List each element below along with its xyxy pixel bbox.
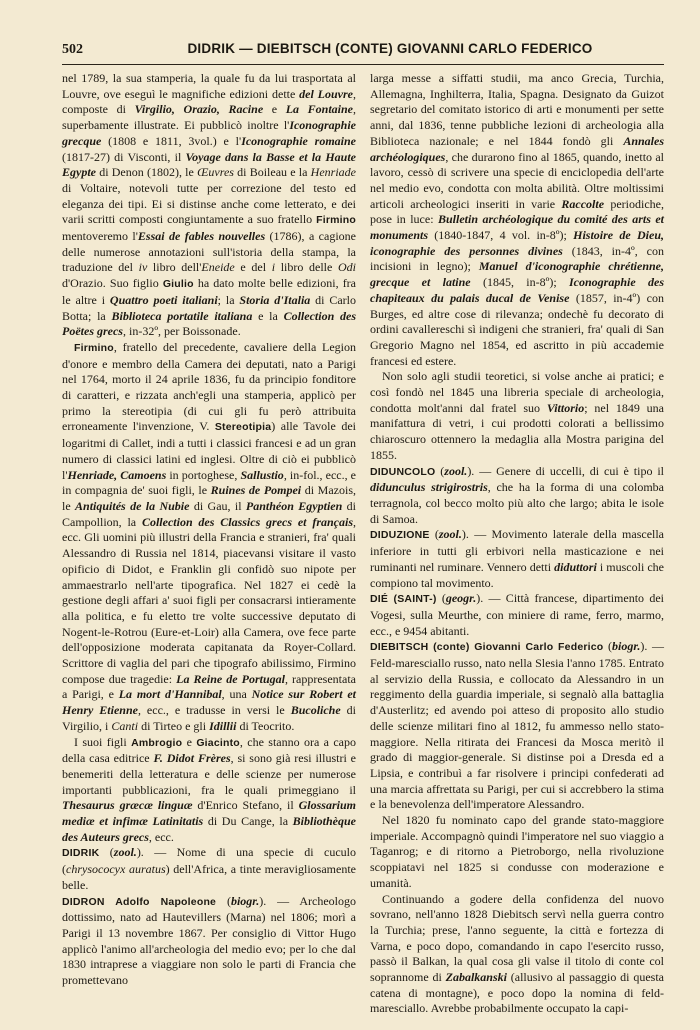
italic-text: i [271,260,276,275]
text-run: (1857, in-4º) con Burges, ed altre cose di rilevanza; ondechè fu decorato di ordini cavallereschi sì indigeni che stranieri, fra' quali di San Gregorio Magno nel 1854, ed ascritto in più accademie francesi ed estere. [370,290,665,368]
text-run: di Tirteo e gli [138,718,210,733]
title-text: Bulletin archéologique du comité des arts et monuments [370,212,664,243]
text-run: , in-32º, per Boissonade. [122,324,241,339]
title-text: Collection des Classics grecs et français [141,514,353,529]
paragraph [370,464,664,528]
text-run: (1843, in-4º, con incisioni in legno); [370,243,664,274]
headword: Firmino [316,214,356,227]
text-run: ha dato molte belle edizioni, fra le altre i [62,276,357,307]
headword: Giacinto [196,736,240,749]
text-run: di Gau, il [189,498,246,513]
text-run: di Carlo Botta; la [62,292,357,323]
page-number: 502 [62,42,83,57]
title-text: Annales archéologiques [370,133,664,164]
text-run: ( [216,893,231,908]
text-run: larga messe a siffatti studii, ma anco Grecia, Turchia, Allemagna, Inghilterra, Italia, Spagna. Designato da Guizot segretario del comitato istorico di arti e monumenti per sette anni, dal 1836, tenne pubbliche lezioni di archeologia alla Biblioteca nazionale; e nel 1844 fondò gli [370,71,664,148]
title-text: Iconographie des chapiteaux du palais ducal de Venise [370,275,664,305]
paragraph [370,813,664,892]
title-text: Virgilio, Orazio, Racine [134,102,264,117]
headword: Giulio [162,278,194,291]
headword: DIDUZIONE [370,529,430,542]
paragraph [370,591,664,639]
text-run: Continuando a godere della confidenza del nuovo sovrano, nell'anno 1828 Diebitsch servì nella guerra contro la Turchia; prese, l'anno seguente, la città e fortezza di Varna, e poco dopo, comandando in capo l'esercito russo, passò il Balkan, la qual cosa gli valse il titolo di conte col soprannome di [370,891,664,985]
paragraph [62,71,356,340]
title-text: zool. [438,527,462,542]
text-run: ) alle Tavole dei logaritmi di Callet, indi a tutti i classici francesi e ad un gran numero di classici latini ed inglesi. Oltre di ciò ei pubblicò l' [62,419,356,482]
paragraph [370,71,664,369]
text-run: ( [603,639,613,654]
text-run: ( [99,845,114,860]
title-text: diduttori [554,559,597,574]
headword: DIÉ (SAINT-) [370,593,437,606]
paragraph [370,369,664,463]
title-text: Thesaurus græcæ linguæ [62,798,193,813]
paragraph [62,845,356,893]
text-run: , in-fol., ecc., e in compagnia de' suoi figli, le [62,467,356,498]
paragraph [370,639,664,813]
title-text: Glossarium mediæ et infimæ Latinitatis [62,798,356,829]
title-text: Iconographie romaine [241,133,357,148]
text-run: ). — Feld-maresciallo russo, nato nella Slesia l'anno 1785. Entrato al servizio della Russia, e collocato da Alessandro in un reggimento della guardia imperiale, si segnalò alla battaglia d'Austerlitz; ed avendo poi atteso di proposito allo studio delle scienze militari fino al 1812, fu ammesso nello stato-maggiore. Nella ritirata dei Francesi da Mosca meritò il grado di maggior-generale. Si distinse poi a Dresda ed a Lipsia, e contribuì a far risolvere i principi confederati ad una marcia affrettata su Parigi, per cui si accrebbero la stima e la benevolenza dell'imperatore Alessandro. [370,639,664,812]
title-text: La Fontaine [285,102,354,117]
text-run: , che ha la forma di una colomba terragnola, col becco molto più alto che largo; abita le isole di Samoa. [370,480,664,526]
text-run: , ecc. Gli uomini più illustri della Francia e stranieri, fra' quali Alessandro di Russia nel 1814, piacevansi visitare il vasto opificio di Didot, e Franklin gli confidò suo nipote per ammaestrarlo nell'arte tipografica. Nel 1827 ei cedè la gestione degli affari a' suoi figli per consacrarsi intieramente alla politica, e fu eletto tre volte successive deputato di Nogent-le-Rotrou (Eure-et-Loir) alla Camera, ove fece parte dell'opposizione moderata capitanata da Royer-Collard. Scrittore di vaglia del pari che tipografo abilissimo, Firmino compose due tragedie: [62,514,356,686]
text-run: mentoveremo l' [62,229,138,244]
text-run: di Denon (1802), le [96,165,198,180]
paragraph [62,340,356,735]
text-run: libro delle [275,260,338,275]
text-run: e [182,734,197,749]
text-run: ). — Città francese, dipartimento dei Vogesi, sulla Meurthe, con miniere di rame, ferro, marmo, ecc., e 9454 abitanti. [370,591,665,638]
title-text: Notice sur Robert et Henry Etienne [62,687,356,718]
text-run: , superbamente illustrate. Ei pubblicò inoltre l' [62,102,357,133]
text-run: , che durarono fino al 1865, quando, inetto al lavoro, cessò di scrivere una specie di enciclopedia dell'arte nel medio evo, condotta con molta abilità. Oltre moltissimi articoli archeologici inseriti in varie [370,149,664,211]
text-run: , si sono già resi illustri e benemeriti della letteratura e delle scienze per numerose importanti pubblicazioni, fra le quali primeggiano il [62,751,356,797]
text-run: ; nel 1849 una manifattura di vetri, i cui prodotti colorati a bellissimo chiaroscuro ottennero la medaglia alla Mostra parigina del 1855. [370,400,664,462]
text-run: , rappresentata a Parigi, e [62,671,357,702]
text-run: nel 1789, la sua stamperia, la quale fu da lui trasportata al Louvre, ove eseguì le magnifiche edizioni dette [62,71,356,101]
text-run: , una [221,687,252,702]
text-run: d'Orazio. Suo figlio [62,276,163,291]
italic-text: Henriade [310,165,356,180]
right-column [370,71,664,1017]
text-run: e la [252,308,284,323]
text-run: di Voltaire, notevoli tutte per correzione del testo ed eleganza dei tipi. Ei si distinse anche come letterato, e dei varii scritti composti congiuntamente a suo fratello [62,180,356,227]
text-run: (1786), a cagione delle numerose annotazioni sull'istoria della stampa, la traduzione del [62,229,356,275]
text-run: ) dell'Africa, a tinte meravigliosamente belle. [62,862,356,892]
title-text: zool. [444,463,468,478]
text-run: , composte di [62,86,356,117]
title-text: Quattro poeti italiani [109,292,218,307]
title-text: Collection des Poëtes grecs [62,308,356,339]
text-run: e del [234,260,272,275]
title-text: La Reine de Portugal [176,671,285,686]
title-text: Essai de fables nouvelles [137,229,266,244]
text-run: di Campollion, la [62,498,356,529]
headword: Ambrogio [131,736,183,749]
text-run: libro dell' [147,260,202,275]
text-run: di Du Cange, la [203,814,293,829]
headword: Stereotipia [214,421,272,434]
text-run: ( [435,463,445,478]
running-head: DIDRIK — DIEBITSCH (CONTE) GIOVANNI CARLO FEDERICO [187,41,593,56]
text-run: i muscoli che compiono tal movimento. [370,559,665,590]
text-columns [62,71,664,1017]
title-text: Vittorio [546,400,585,415]
text-run: ( [429,527,439,542]
title-text: Idillii [209,718,237,733]
text-run: Nel 1820 fu nominato capo del grande stato-maggiore imperiale. Accompagnò quindi l'imperatore nel suo viaggio a Taganrog; e di ritorno a Pietroborgo, nella rivoluzione scoppiatavi nel 1825 si condusse con moderazione e umanità. [370,813,664,890]
title-text: Zabalkanski [445,970,507,985]
title-text: F. Didot Frères [153,751,231,766]
title-text: Raccolte [561,196,605,211]
text-run: ). — Nome di una specie di cuculo ( [62,845,356,877]
text-run: , ecc., e tradusse in versi le [137,703,291,718]
title-text: Antiquités de la Nubie [75,498,190,513]
title-text: zool. [113,845,137,860]
text-run: di Virgilio, i [62,703,356,733]
text-run: , che stanno ora a capo della casa editrice [62,734,356,766]
text-run: ; la [217,292,240,307]
title-text: Voyage dans la Basse et la Haute Egypte [62,149,356,180]
title-text: La mort d'Hannibal [118,687,222,702]
title-text: Bibliothèque des Auteurs grecs [62,814,356,844]
italic-text: iv [138,260,148,275]
paragraph [370,892,664,1018]
title-text: Histoire de Dieu, iconographie des personnes divines [370,228,665,258]
title-text: geogr. [445,591,477,606]
text-run: e [263,102,286,117]
text-run: , ecc. [148,829,174,844]
italic-text: Canti [111,718,139,733]
page-header [62,38,664,65]
text-run: ). — Genere di uccelli, di cui è tipo il [467,463,665,478]
headword: DIDUNCOLO [370,465,436,478]
left-column [62,71,356,1017]
title-text: Manuel d'iconographie chrétienne, grecque et latine [370,259,665,290]
text-run: d'Enrico Stefano, il [192,798,299,813]
title-text: biogr. [612,639,641,654]
headword: DIDRON Adolfo Napoleone [62,895,217,908]
title-text: Ruines de Pompei [210,483,302,498]
title-text: Iconographie grecque [62,118,356,148]
text-run: in portoghese, [166,467,241,482]
paragraph [62,735,356,846]
text-run: ). — Archeologo dottissimo, nato ad Hautevillers (Marna) nel 1806; morì a Parigi il 13 novembre 1867. Per consiglio di Vittor Hugo applicò l'animo all'archeologia del medio evo; per lo che dal 1830 intraprese a viaggiare non solo le parti di Francia che promettevano [62,893,356,988]
text-run: di Boileau e la [233,165,311,180]
text-run: Non solo agli studii teoretici, si volse anche ai pratici; e così fondò nel 1845 una libreria speciale di archeologia, condotta molt'anni dal fratel suo [370,369,664,415]
title-text: del Louvre [299,86,353,101]
text-run: (allusivo al passaggio di questa catena di montagne), e poco dopo la nomina di feld-maresciallo. Avrebbe probabilmente occupato la capi- [370,970,664,1016]
text-run: (1840-1847, 4 vol. in-8º); [428,228,574,243]
title-text: Panthéon Egyptien [245,498,343,513]
title-text: biogr. [230,893,260,908]
title-text: Bucoliche [290,703,341,718]
paragraph [62,894,356,989]
text-run: periodiche, pose in luce: [370,196,664,227]
headword: DIEBITSCH (conte) Giovanni Carlo Federico [370,641,604,654]
text-run: , fratello del precedente, cavaliere della Legion d'onore e membro della Camera dei deputati, nato a Parigi nel 1764, morto il 24 aprile 1836, fu da principio fonditore di caratteri, e rizzata anch'egli una stamperia, applicò per primo la stereotipia (di cui gli fu però attribuita erroneamente l'invenzione, V. [62,339,356,434]
italic-text: chrysococyx auratus [66,862,166,877]
italic-text: Eneide [201,260,235,275]
headword: DIDRIK [62,847,100,860]
text-run: di Teocrito. [236,718,295,733]
text-run: ( [436,591,446,606]
title-text: Henriade, Camoens [67,467,167,482]
text-run: (1808 e 1811, 3vol.) e l' [101,133,242,148]
title-text: Biblioteca portatile italiana [111,308,253,323]
text-run: di Mazois, le [62,483,356,513]
title-text: Storia d'Italia [239,292,311,307]
text-run: ). — Movimento laterale della mascella inferiore in tutti gli erbivori nella masticazione e nei ruminanti nel ruminare. Vennero detti [370,527,665,574]
title-text: Sallustio [240,467,284,482]
text-run: (1845, in-8º); [470,275,569,290]
italic-text: Œuvres [197,165,234,180]
text-run: (1817-27) di Visconti, il [62,149,186,164]
title-text: didunculus strigirostris [370,480,488,495]
paragraph [370,527,664,591]
text-run: I suoi figli [74,734,132,749]
italic-text: Odi [338,260,356,275]
headword: Firmino [74,341,114,354]
